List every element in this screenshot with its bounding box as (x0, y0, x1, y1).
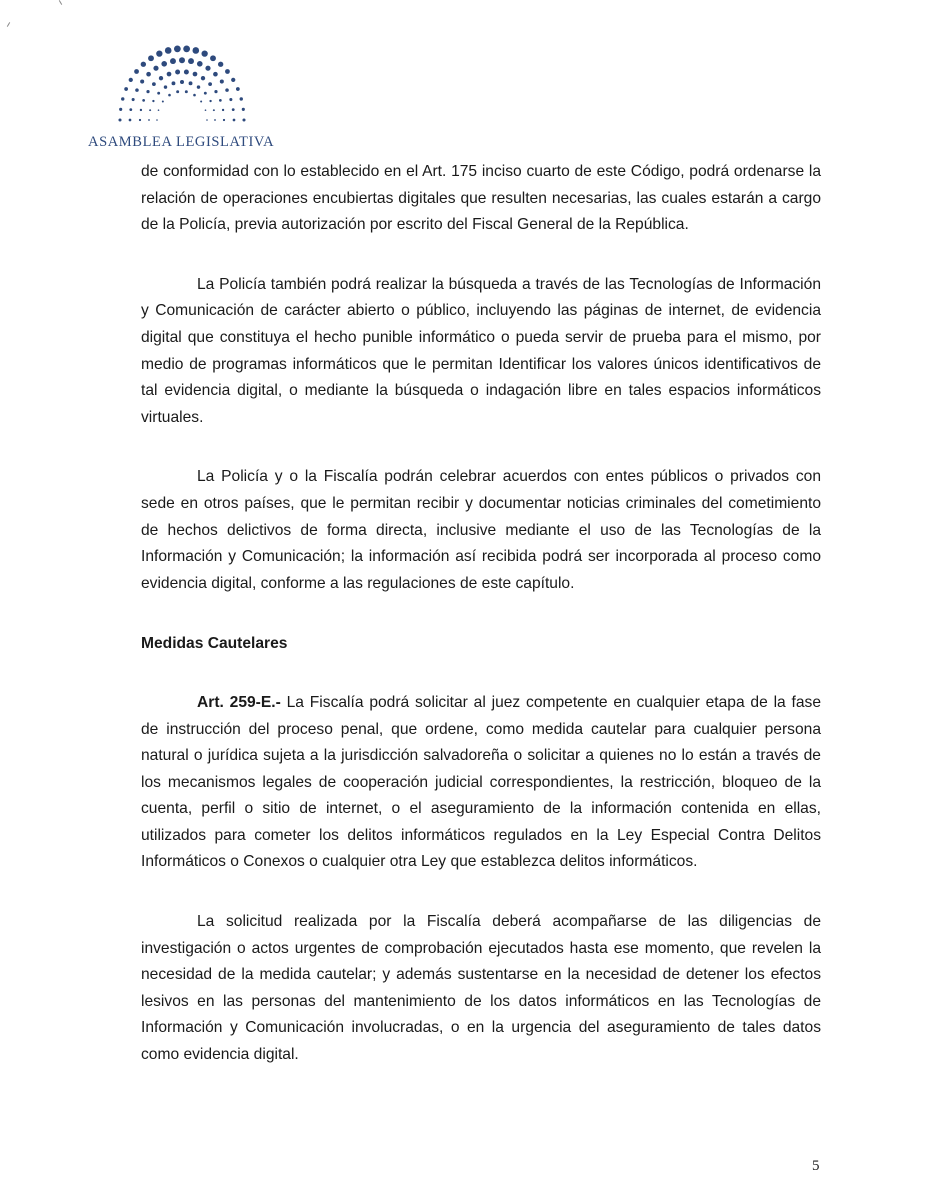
emblem-dot (240, 97, 243, 100)
section-heading: Medidas Cautelares (141, 635, 288, 653)
emblem-dot (152, 100, 154, 102)
emblem-dot (204, 92, 207, 95)
emblem-dot (225, 69, 230, 74)
emblem-dot (200, 101, 202, 103)
emblem-dot (189, 81, 193, 85)
emblem-dot (220, 80, 224, 84)
emblem-dot (210, 55, 216, 61)
emblem-dot (167, 72, 172, 77)
emblem-dot (188, 58, 194, 64)
emblem-dot (134, 69, 139, 74)
emblem-dot (161, 61, 167, 67)
emblem-dot (139, 119, 141, 121)
emblem-dot (202, 50, 208, 56)
emblem-dot (148, 55, 154, 61)
emblem-dot (156, 50, 162, 56)
paragraph: La Policía también podrá realizar la búsqueda a través de las Tecnologías de Información y Comunicación de carácter abierto o público, incluyendo las páginas de internet, de evidencia digital que constituya el hecho punible informático o pueda servir de prueba para el mismo, por medio de programas informáticos que le permitan Identificar los valores únicos identificativos de tal evidencia digital, o mediante la búsqueda o indagación libre en tales espacios informáticos virtuales. (141, 275, 821, 426)
article-text: La Fiscalía podrá solicitar al juez competente en cualquier etapa de la fase de instrucción del proceso penal, que ordene, como medida cautelar para cualquier persona natural o jurídica sujeta a la jurisdicción salvadoreña o solicitar a quienes no lo están a través de los mecanismos legales de cooperación judicial correspondientes, la restricción, bloqueo de la cuenta, perfil o sitio de internet, o el aseguramiento de la información contenida en ellas, utilizados para cometer los delitos informáticos regulados en la Ley Especial Contra Delitos Informáticos o Conexos o cualquier otra Ley que establezca delitos informáticos. (141, 693, 822, 871)
emblem-dot (142, 99, 145, 102)
emblem-dot (159, 76, 163, 80)
scan-mark (7, 22, 10, 27)
emblem-dot (214, 119, 216, 121)
scan-mark (59, 0, 62, 5)
emblem-dot (152, 82, 156, 86)
emblem-dot (193, 94, 196, 97)
emblem-dot (208, 82, 212, 86)
emblem-dot (129, 119, 132, 122)
emblem-dot (119, 108, 122, 111)
emblem-dot (165, 47, 172, 54)
emblem-dot (153, 66, 158, 71)
emblem-dot (229, 98, 232, 101)
emblem-dot (121, 97, 124, 100)
document-body (141, 159, 821, 1069)
assembly-dots-emblem (82, 22, 282, 134)
emblem-dot (205, 66, 210, 71)
emblem-dot (218, 62, 223, 67)
emblem-dot (146, 72, 151, 77)
emblem-dot (156, 119, 158, 121)
emblem-dot (157, 92, 160, 95)
emblem-dot (214, 90, 217, 93)
emblem-dot (168, 94, 171, 97)
institution-name: ASAMBLEA LEGISLATIVA (88, 134, 275, 150)
emblem-dot (205, 109, 207, 111)
emblem-dot (118, 118, 121, 121)
emblem-dot (232, 108, 235, 111)
emblem-dot (140, 109, 142, 111)
emblem-dot (193, 72, 198, 77)
emblem-dot (149, 109, 151, 111)
emblem-dot (146, 90, 149, 93)
article-label: Art. 259-E.- (197, 693, 281, 711)
emblem-dot (170, 58, 176, 64)
emblem-dot (192, 47, 199, 54)
emblem-dot (225, 88, 229, 92)
emblem-dot (236, 87, 240, 91)
emblem-dot (223, 119, 225, 121)
emblem-dot (179, 57, 185, 63)
emblem-dot (162, 101, 164, 103)
emblem-dot (164, 85, 167, 88)
emblem-dot (158, 109, 160, 111)
emblem-dot (174, 46, 181, 53)
article-paragraph (141, 690, 821, 876)
emblem-dot (219, 99, 222, 102)
emblem-dot (141, 62, 146, 67)
emblem-dot (148, 119, 150, 121)
emblem-dot (129, 78, 133, 82)
emblem-dot (233, 119, 236, 122)
emblem-dot (242, 118, 245, 121)
emblem-dot (213, 72, 218, 77)
emblem-dot (129, 108, 132, 111)
paragraph: La solicitud realizada por la Fiscalía deberá acompañarse de las diligencias de investigación o actos urgentes de comprobación ejecutados hasta ese momento, que revelen la necesidad de la medida cautelar; y además sustentarse en la necesidad de detener los efectos lesivos en las personas del mantenimiento de los datos informáticos en las Tecnologías de Información y Comunicación involucradas, o en la urgencia del aseguramiento de tales datos como evidencia digital. (141, 913, 821, 1064)
paragraph: La Policía y o la Fiscalía podrán celebrar acuerdos con entes públicos o privados con sede en otros países, que le permitan recibir y documentar noticias criminales del cometimiento de hechos delictivos de forma directa, inclusive mediante el uso de las Tecnologías de la Información y Comunicación; la información así recibida podrá ser incorporada al proceso como evidencia digital, conforme a las regulaciones de este capítulo. (141, 468, 821, 592)
emblem-dot (242, 108, 245, 111)
emblem-dot (185, 90, 188, 93)
emblem-dot (209, 100, 211, 102)
emblem-dot (231, 78, 235, 82)
emblem-dot (184, 69, 189, 74)
paragraph: de conformidad con lo establecido en el Art. 175 inciso cuarto de este Código, podrá ordenarse la relación de operaciones encubiertas digitales que resulten necesarias, las cuales estarán a cargo de la Policía, previa autorización por escrito del Fiscal General de la República. (141, 163, 821, 234)
emblem-dot (140, 80, 144, 84)
emblem-dot (197, 61, 203, 67)
emblem-dot (206, 119, 208, 121)
emblem-dot (201, 76, 205, 80)
emblem-dot (197, 85, 200, 88)
emblem-dot (213, 109, 215, 111)
emblem-dot (176, 90, 179, 93)
emblem-dot (172, 81, 176, 85)
emblem-dot (175, 69, 180, 74)
page-number: 5 (812, 1158, 820, 1174)
emblem-dot (132, 98, 135, 101)
emblem-dot (183, 46, 190, 53)
emblem-dot (222, 109, 224, 111)
emblem-dot (124, 87, 128, 91)
emblem-dot (135, 88, 139, 92)
emblem-dot (180, 80, 184, 84)
assembly-logo (82, 22, 282, 158)
